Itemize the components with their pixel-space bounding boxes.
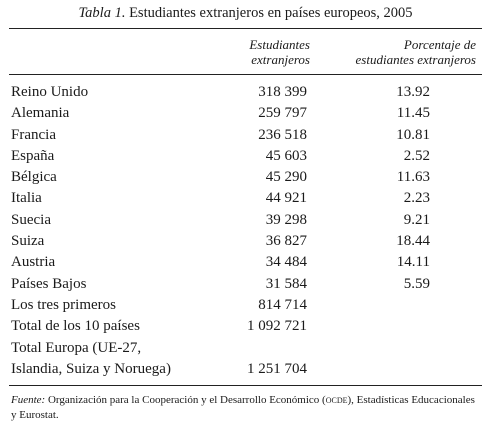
students-cell: 45 290: [265, 169, 307, 186]
table-row: [0, 231, 491, 252]
percent-cell: 5.59: [403, 275, 430, 292]
students-cell: 36 827: [265, 233, 307, 250]
header-students: [249, 37, 310, 67]
percent-cell: 2.23: [403, 190, 430, 207]
table-row: [0, 188, 491, 209]
percent-cell: 13.92: [396, 84, 430, 100]
students-cell: 39 298: [265, 211, 307, 228]
students-cell: 318 399: [258, 84, 307, 100]
country-cell: Bélgica: [11, 169, 57, 186]
total-europe-label: [11, 338, 171, 381]
source-note: [11, 393, 483, 423]
header-percent-line2: estudiantes extranjeros: [355, 52, 476, 67]
table-row: [0, 167, 491, 188]
source-text-after: ), Estadísticas Educacionales y Eurostat.: [11, 394, 475, 421]
table-body: [0, 82, 491, 380]
country-cell: Países Bajos: [11, 275, 87, 292]
subtotal-label: Los tres primeros: [11, 296, 116, 313]
students-cell: 236 518: [258, 126, 307, 143]
country-cell: Alemania: [11, 105, 70, 122]
table-caption: [0, 4, 491, 22]
country-cell: Suecia: [11, 211, 51, 228]
total-europe-label-line2: Islandia, Suiza y Noruega): [11, 360, 171, 377]
table-row: [0, 82, 491, 103]
table-row: [0, 103, 491, 124]
table-row: [0, 274, 491, 295]
table-row-subtotal: [0, 316, 491, 337]
students-cell: 259 797: [258, 105, 307, 122]
students-cell: 34 484: [265, 254, 307, 271]
country-cell: Austria: [11, 254, 56, 271]
source-text-before: Organización para la Cooperación y el Desarrollo Económico (: [45, 394, 326, 406]
country-cell: España: [11, 147, 55, 164]
percent-cell: 11.63: [396, 169, 430, 186]
country-cell: Francia: [11, 126, 56, 143]
top-rule: [9, 28, 482, 29]
country-cell: Reino Unido: [11, 84, 89, 100]
table-row-total-europe: [0, 338, 491, 381]
table-row: [0, 146, 491, 167]
header-rule: [9, 74, 482, 75]
percent-cell: 11.45: [396, 105, 430, 122]
percent-cell: 9.21: [403, 211, 430, 228]
students-cell: 45 603: [265, 147, 307, 164]
table-row: [0, 252, 491, 273]
percent-cell: 18.44: [396, 233, 430, 250]
students-cell: 44 921: [265, 190, 307, 207]
table-row-subtotal: [0, 295, 491, 316]
students-cell: 31 584: [265, 275, 307, 292]
students-cell: 1 251 704: [247, 360, 307, 377]
source-abbrev: ocde: [325, 394, 348, 406]
header-students-line2: extranjeros: [251, 52, 310, 67]
country-cell: Italia: [11, 190, 42, 207]
country-cell: Suiza: [11, 233, 45, 250]
table-row: [0, 210, 491, 231]
header-percent-line1: Porcentaje de: [403, 37, 476, 52]
total-europe-label-line1: Total Europa (UE-27,: [11, 339, 142, 356]
caption-title: Estudiantes extranjeros en países europeos, 2005: [129, 5, 413, 21]
header-students-line1: Estudiantes: [249, 37, 310, 52]
table-row: [0, 125, 491, 146]
source-label: Fuente:: [11, 394, 46, 406]
subtotal-label: Total de los 10 países: [11, 318, 140, 335]
percent-cell: 14.11: [396, 254, 430, 271]
percent-cell: 2.52: [403, 147, 430, 164]
percent-cell: 10.81: [396, 126, 430, 143]
header-percent: [356, 37, 476, 67]
students-cell: 814 714: [258, 296, 307, 313]
caption-label: Tabla 1.: [78, 5, 126, 21]
bottom-rule: [9, 385, 482, 386]
students-cell: 1 092 721: [247, 318, 307, 335]
